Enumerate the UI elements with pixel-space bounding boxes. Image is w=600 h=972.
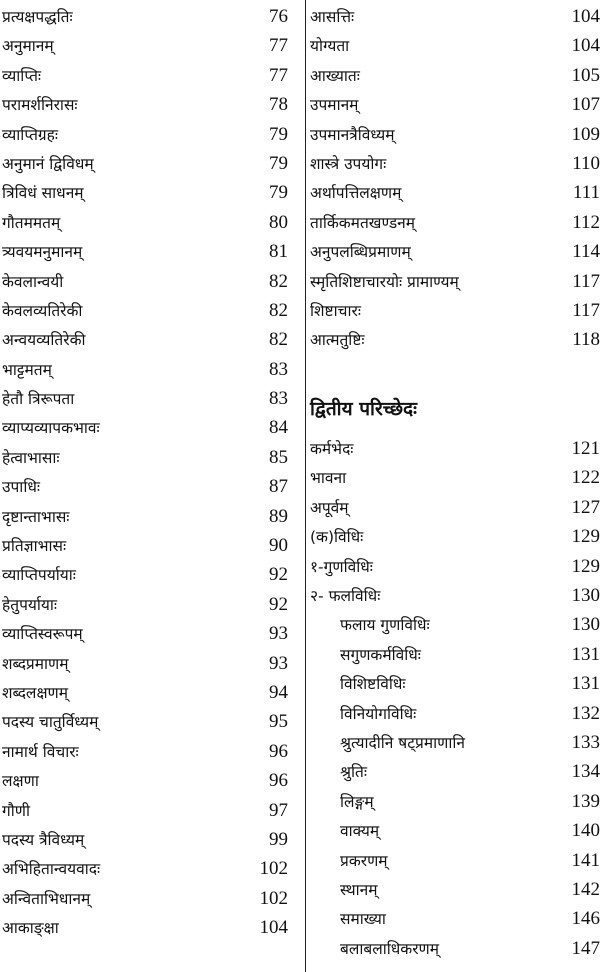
toc-entry-title: कर्मभेदः <box>310 435 353 464</box>
toc-entry <box>2 913 288 942</box>
toc-entry-page: 80 <box>269 208 288 237</box>
toc-entry-page: 122 <box>572 463 600 492</box>
toc-entry <box>308 581 600 610</box>
toc-entry-page: 130 <box>572 610 600 639</box>
toc-entry <box>2 796 288 825</box>
toc-entry-title: केवलव्यतिरेकी <box>2 297 82 326</box>
toc-entry <box>2 531 288 560</box>
toc-entry <box>2 619 288 648</box>
toc-entry-page: 93 <box>269 619 288 648</box>
toc-entry-title: शब्दलक्षणम् <box>2 679 68 708</box>
toc-entry-title: व्याप्यव्यापकभावः <box>2 414 100 443</box>
toc-entry <box>308 787 600 816</box>
toc-entry-page: 139 <box>572 787 600 816</box>
toc-entry <box>2 560 288 589</box>
toc-entry <box>2 590 288 619</box>
toc-entry <box>308 757 600 786</box>
toc-entry-page: 147 <box>572 934 600 963</box>
toc-entry <box>2 267 288 296</box>
toc-entry-page: 78 <box>269 90 288 119</box>
toc-left-column <box>2 0 288 943</box>
toc-entry-title: उपमानम् <box>310 91 358 120</box>
toc-entry <box>2 413 288 442</box>
toc-entry-title: अनुपलब्धिप्रमाणम् <box>310 238 411 267</box>
toc-entry-page: 79 <box>269 149 288 178</box>
toc-entry-page: 96 <box>269 766 288 795</box>
toc-entry-page: 84 <box>269 413 288 442</box>
toc-entry <box>2 766 288 795</box>
toc-entry <box>2 384 288 413</box>
toc-right-column <box>305 0 600 972</box>
toc-entry <box>308 904 600 933</box>
toc-entry-page: 102 <box>260 854 289 883</box>
toc-entry-title: प्रकरणम् <box>310 847 388 876</box>
toc-entry <box>308 149 600 178</box>
toc-entry-title: अभिहितान्वयवादः <box>2 855 100 884</box>
toc-entry-page: 82 <box>269 296 288 325</box>
toc-entry-title: परामर्शनिरासः <box>2 91 78 120</box>
toc-entry <box>2 208 288 237</box>
toc-entry-title: व्याप्तिग्रहः <box>2 121 58 150</box>
toc-entry-page: 96 <box>269 737 288 766</box>
toc-entry-title: हेतौ त्रिरूपता <box>2 385 74 414</box>
toc-entry-title: समाख्या <box>310 905 386 934</box>
toc-entry-title: आकाङ्क्षा <box>2 914 59 943</box>
toc-entry-title: आख्यातः <box>310 62 360 91</box>
toc-entry-title: पदस्य चातुर्विध्यम् <box>2 708 98 737</box>
toc-entry-title: अपूर्वम् <box>310 494 349 523</box>
toc-entry-title: त्र्यवयमनुमानम् <box>2 238 82 267</box>
toc-entry-title: विनियोगविधिः <box>310 700 416 729</box>
toc-entry-title: १-गुणविधिः <box>310 553 373 582</box>
toc-entry-title: भाट्टमतम् <box>2 356 52 385</box>
toc-entry-page: 89 <box>269 502 288 531</box>
toc-entry-title: तार्किकमतखण्डनम् <box>310 209 415 238</box>
toc-entry <box>308 208 600 237</box>
toc-entry-title: गौणी <box>2 797 30 826</box>
toc-entry <box>2 90 288 119</box>
toc-entry-title: उपमानत्रैविध्यम् <box>310 121 394 150</box>
toc-entry-title: लक्षणा <box>2 767 39 796</box>
toc-entry-page: 118 <box>572 325 600 354</box>
toc-entry <box>2 502 288 531</box>
toc-entry-page: 104 <box>572 2 600 31</box>
toc-entry-page: 114 <box>572 237 600 266</box>
toc-entry-page: 105 <box>572 61 600 90</box>
toc-entry-title: सगुणकर्मविधिः <box>310 641 421 670</box>
toc-entry <box>308 434 600 463</box>
toc-entry <box>308 237 600 266</box>
toc-entry-page: 97 <box>269 796 288 825</box>
toc-entry-page: 117 <box>572 296 600 325</box>
toc-entry <box>2 854 288 883</box>
toc-entry <box>308 875 600 904</box>
toc-entry-title: २- फलविधिः <box>310 582 380 611</box>
toc-entry-title: आत्मतुष्टिः <box>310 326 365 355</box>
toc-entry-title: व्याप्तिः <box>2 62 41 91</box>
toc-entry-page: 140 <box>572 816 600 845</box>
toc-entry <box>308 610 600 639</box>
toc-entry <box>2 472 288 501</box>
toc-entry-page: 85 <box>269 443 288 472</box>
toc-entry <box>2 296 288 325</box>
toc-entry-title: शब्दप्रमाणम् <box>2 650 69 679</box>
toc-entry-title: फलाय गुणविधिः <box>310 611 430 640</box>
toc-entry <box>308 61 600 90</box>
toc-entry-page: 132 <box>572 699 600 728</box>
toc-entry-title: नामार्थ विचारः <box>2 738 79 767</box>
toc-entry-title: अर्थापत्तिलक्षणम् <box>310 179 401 208</box>
toc-entry-page: 109 <box>572 120 600 149</box>
toc-entry-page: 95 <box>269 707 288 736</box>
toc-entry <box>308 325 600 354</box>
toc-right-bottom-list <box>308 434 600 963</box>
toc-entry <box>2 355 288 384</box>
toc-entry <box>308 699 600 728</box>
toc-entry-title: श्रुतिः <box>310 758 367 787</box>
toc-entry <box>2 31 288 60</box>
toc-entry <box>2 678 288 707</box>
toc-entry-page: 129 <box>572 522 600 551</box>
toc-entry-title: लिङ्गम् <box>310 788 374 817</box>
toc-entry-title: विशिष्टविधिः <box>310 670 406 699</box>
toc-entry-title: केवलान्वयी <box>2 268 63 297</box>
toc-entry <box>308 640 600 669</box>
toc-entry-title: शिष्टाचारः <box>310 297 361 326</box>
toc-entry <box>308 90 600 119</box>
toc-entry <box>2 237 288 266</box>
toc-entry-title: व्याप्तिस्वरूपम् <box>2 620 83 649</box>
toc-entry <box>308 178 600 207</box>
toc-entry-title: स्मृतिशिष्टाचारयोः प्रामाण्यम् <box>310 268 459 297</box>
section-heading: द्वितीय परिच्छेदः <box>308 384 600 434</box>
toc-entry-page: 76 <box>269 2 288 31</box>
toc-entry-title: गौतममतम् <box>2 209 60 238</box>
toc-entry-title: अन्विताभिधानम् <box>2 885 90 914</box>
toc-entry-page: 104 <box>572 31 600 60</box>
toc-entry-title: बलाबलाधिकरणम् <box>310 935 439 964</box>
toc-entry-title: अनुमानम् <box>2 32 54 61</box>
toc-entry <box>2 120 288 149</box>
toc-entry <box>308 816 600 845</box>
toc-entry-title: वाक्यम् <box>310 817 379 846</box>
toc-entry-title: आसत्तिः <box>310 3 354 32</box>
toc-entry <box>2 61 288 90</box>
toc-entry-page: 77 <box>269 31 288 60</box>
toc-entry <box>2 649 288 678</box>
toc-entry-page: 90 <box>269 531 288 560</box>
toc-entry-title: प्रत्यक्षपद्धतिः <box>2 3 73 32</box>
toc-entry-page: 117 <box>572 267 600 296</box>
toc-entry <box>2 178 288 207</box>
toc-entry-title: हेतुपर्यायाः <box>2 591 57 620</box>
toc-entry-title: योग्यता <box>310 32 349 61</box>
toc-entry-page: 99 <box>269 825 288 854</box>
toc-entry-title: दृष्टान्ताभासः <box>2 503 69 532</box>
toc-entry <box>308 267 600 296</box>
section-spacer <box>308 355 600 384</box>
toc-entry-page: 83 <box>269 384 288 413</box>
toc-entry-page: 131 <box>572 669 600 698</box>
toc-entry-page: 131 <box>572 640 600 669</box>
toc-entry <box>308 522 600 551</box>
toc-entry-title: भावना <box>310 464 346 493</box>
toc-entry-title: व्याप्तिपर्यायाः <box>2 561 76 590</box>
toc-entry-page: 104 <box>260 913 289 942</box>
toc-entry-title: अन्वयव्यतिरेकी <box>2 326 85 355</box>
toc-entry <box>308 463 600 492</box>
toc-entry-page: 127 <box>572 493 600 522</box>
toc-entry-page: 82 <box>269 325 288 354</box>
toc-entry <box>308 31 600 60</box>
toc-entry <box>308 669 600 698</box>
toc-entry <box>2 825 288 854</box>
toc-entry-page: 77 <box>269 61 288 90</box>
toc-entry-page: 92 <box>269 560 288 589</box>
toc-entry-page: 112 <box>572 208 600 237</box>
toc-entry-title: (क)विधिः <box>310 523 363 552</box>
toc-entry-page: 134 <box>572 757 600 786</box>
toc-entry <box>2 707 288 736</box>
toc-entry-title: स्थानम् <box>310 876 378 905</box>
toc-entry-page: 129 <box>572 552 600 581</box>
toc-entry <box>2 149 288 178</box>
toc-entry-page: 107 <box>572 90 600 119</box>
toc-entry <box>308 846 600 875</box>
toc-entry <box>2 884 288 913</box>
toc-entry-page: 121 <box>572 434 600 463</box>
toc-entry-page: 110 <box>572 149 600 178</box>
toc-entry <box>308 493 600 522</box>
toc-entry-page: 79 <box>269 120 288 149</box>
toc-entry-title: त्रिविधं साधनम् <box>2 179 84 208</box>
toc-entry-title: उपाधिः <box>2 473 40 502</box>
toc-entry-title: अनुमानं द्विविधम् <box>2 150 94 179</box>
toc-entry <box>308 2 600 31</box>
toc-entry-title: हेत्वाभासाः <box>2 444 60 473</box>
toc-entry <box>2 2 288 31</box>
toc-entry-page: 130 <box>572 581 600 610</box>
toc-entry-title: श्रुत्यादीनि षट्प्रमाणानि <box>310 729 465 758</box>
toc-entry-page: 133 <box>572 728 600 757</box>
toc-entry-page: 83 <box>269 355 288 384</box>
toc-entry <box>2 325 288 354</box>
toc-entry-page: 146 <box>572 904 600 933</box>
toc-entry-page: 93 <box>269 649 288 678</box>
toc-entry-page: 94 <box>269 678 288 707</box>
toc-entry-page: 87 <box>269 472 288 501</box>
toc-entry <box>308 120 600 149</box>
toc-entry-page: 92 <box>269 590 288 619</box>
toc-entry-page: 82 <box>269 267 288 296</box>
toc-right-top-list <box>308 2 600 355</box>
toc-entry-page: 142 <box>572 875 600 904</box>
toc-entry-page: 141 <box>572 846 600 875</box>
toc-entry <box>308 552 600 581</box>
toc-entry <box>308 728 600 757</box>
toc-entry <box>2 737 288 766</box>
toc-entry-title: प्रतिज्ञाभासः <box>2 532 66 561</box>
toc-entry-title: शास्त्रे उपयोगः <box>310 150 386 179</box>
toc-entry-page: 79 <box>269 178 288 207</box>
toc-entry <box>308 934 600 963</box>
toc-entry <box>308 296 600 325</box>
toc-entry <box>2 443 288 472</box>
toc-entry-page: 102 <box>260 884 289 913</box>
toc-entry-page: 111 <box>573 178 600 207</box>
toc-entry-title: पदस्य त्रैविध्यम् <box>2 826 84 855</box>
toc-entry-page: 81 <box>269 237 288 266</box>
